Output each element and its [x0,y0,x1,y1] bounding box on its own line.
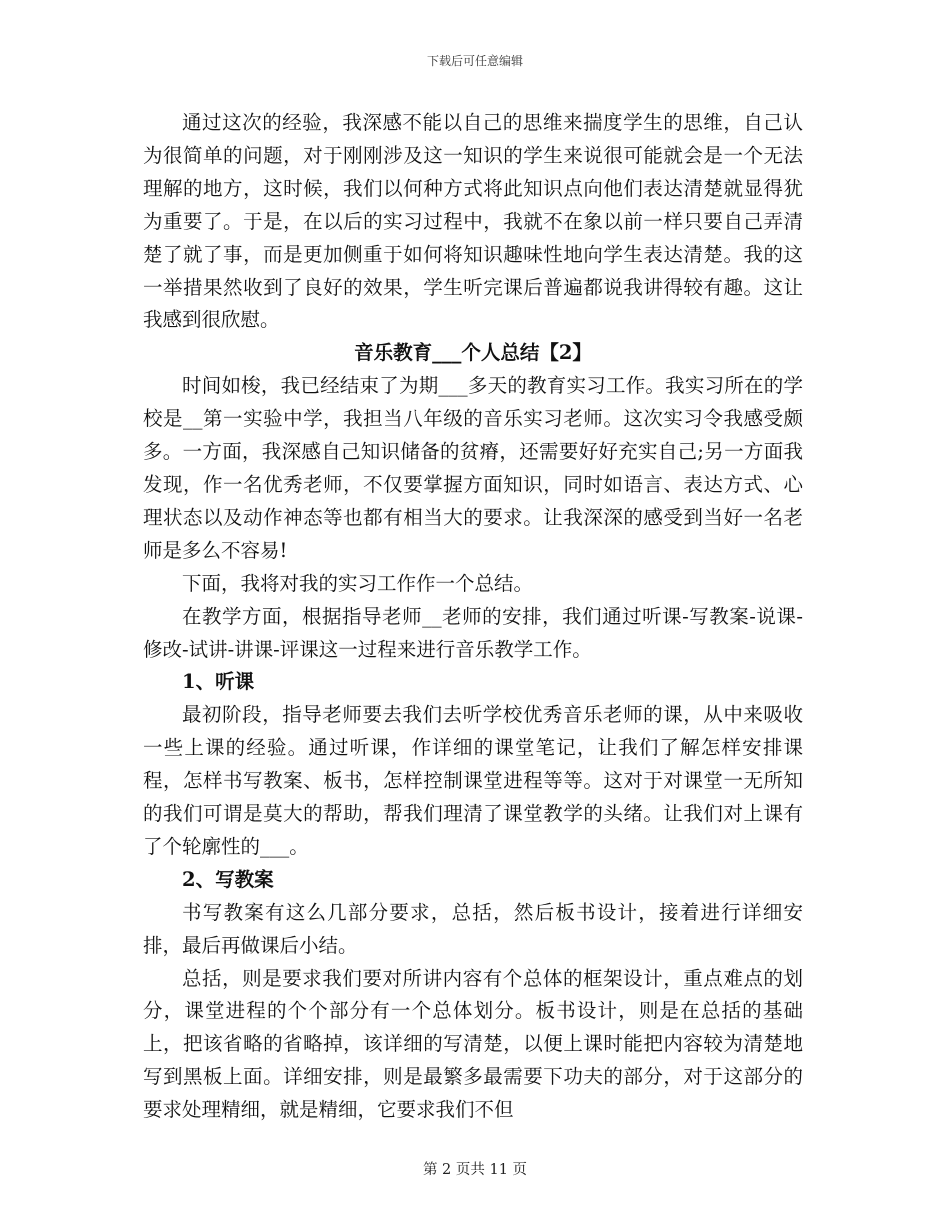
subheading-listen: 1、听课 [182,670,255,694]
paragraph: 书写教案有这么几部分要求，总括，然后板书设计，接着进行详细安排，最后再做课后小结。 [143,900,803,957]
document-body [143,107,803,1127]
paragraph: 下面，我将对我的实习工作作一个总结。 [182,571,534,595]
section-title: 音乐教育___个人总结【2】 [354,341,592,365]
subheading-lesson-plan: 2、写教案 [182,867,274,891]
page-header-note: 下载后可任意编辑 [426,54,523,68]
paragraph: 时间如梭，我已经结束了为期___多天的教育实习工作。我实习所在的学校是__第一实验中学，我担当八年级的音乐实习老师。这次实习令我感受颇多。一方面，我深感自己知识储备的贫瘠，还需要好好充实自己;另一方面我发现，作一名优秀老师，不仅要掌握方面知识，同时如语言、表达方式、心理状态以及动作神态等也都有相当大的要求。让我深深的感受到当好一名老师是多么不容易! [143,374,803,562]
paragraph: 最初阶段，指导老师要去我们去听学校优秀音乐老师的课，从中来吸收一些上课的经验。通过听课，作详细的课堂笔记，让我们了解怎样安排课程，怎样书写教案、板书，怎样控制课堂进程等等。这对于对课堂一无所知的我们可谓是莫大的帮助，帮我们理清了课堂教学的头绪。让我们对上课有了个轮廓性的___。 [143,703,803,858]
page-number: 第 2 页共 11 页 [422,1162,528,1178]
paragraph: 总括，则是要求我们要对所讲内容有个总体的框架设计，重点难点的划分，课堂进程的个个部分有一个总体划分。板书设计，则是在总括的基础上，把该省略的省略掉，该详细的写清楚，以便上课时能把内容较为清楚地写到黑板上面。详细安排，则是最繁多最需要下功夫的部分，对于这部分的要求处理精细，就是精细，它要求我们不但 [143,966,803,1122]
paragraph: 在教学方面，根据指导老师__老师的安排，我们通过听课-写教案-说课-修改-试讲-讲课-评课这一过程来进行音乐教学工作。 [143,604,803,661]
paragraph: 通过这次的经验，我深感不能以自己的思维来揣度学生的思维，自己认为很简单的问题，对于刚刚涉及这一知识的学生来说很可能就会是一个无法理解的地方，这时候，我们以何种方式将此知识点向他们表达清楚就显得犹为重要了。于是，在以后的实习过程中，我就不在象以前一样只要自己弄清楚了就了事，而是更加侧重于如何将知识趣味性地向学生表达清楚。我的这一举措果然收到了良好的效果，学生听完课后普遍都说我讲得较有趣。这让我感到很欣慰。 [143,111,803,332]
